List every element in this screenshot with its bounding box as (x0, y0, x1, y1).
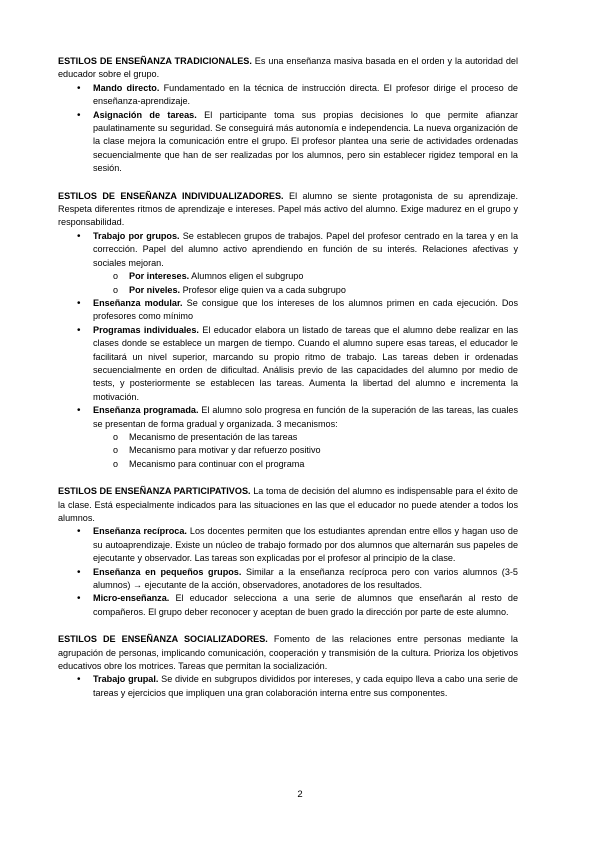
sub-list-item (93, 431, 518, 444)
list-item (58, 82, 518, 109)
sub-bullet-icon: o (113, 445, 119, 456)
section-text: El alumno se siente protagonista de su aprendizaje. Respeta diferentes ritmos de aprendizaje e intereses. Papel más activo del alumno. Exige madurez en el grupo y responsabilidad. (58, 190, 519, 228)
section-text: Fomento de las relaciones entre personas mediante la agrupación de personas, implicando comunicación, cooperación y transmisión de la cultura. Prioriza los objetivos educativos obre los motrices. Tareas que permitan la socialización. (58, 634, 518, 672)
item-term: Enseñanza programada. (93, 405, 199, 416)
sub-item-text: Mecanismo de presentación de las tareas (129, 431, 298, 442)
sub-bullet-icon: o (113, 271, 119, 282)
item-text: El educador selecciona a una serie de alumnos que enseñarán al resto de compañeros. El grupo deber reconocer y aceptan de buen grado la dirección por parte de este alumno. (93, 593, 518, 617)
section-intro (58, 55, 518, 82)
item-text: Los docentes permiten que los estudiantes aprendan entre ellos y hagan uso de su autoaprendizaje. Existe un núcleo de trabajo formado por dos alumnos que alternarán sus papeles de ejecutante y observador. Las tareas son explicadas por el profesor al principio de la clase. (93, 526, 518, 564)
bullet-icon: • (77, 297, 81, 309)
section-title: ESTILOS DE ENSEÑANZA PARTICIPATIVOS. (58, 486, 251, 497)
section-title: ESTILOS DE ENSEÑANZA TRADICIONALES. (58, 56, 252, 66)
sub-item-term: Por intereses. (129, 271, 190, 282)
bullet-icon: • (77, 674, 81, 686)
item-term: Asignación de tareas. (93, 109, 197, 120)
section-individualizadores (58, 190, 518, 472)
section-title: ESTILOS DE ENSEÑANZA SOCIALIZADORES. (58, 634, 268, 645)
item-text: Similar a la enseñanza recíproca pero con varios alumnos (3-5 alumnos) → ejecutante de la acción, observadores, anotadores de los resultados. (93, 566, 518, 591)
list-item (58, 297, 518, 324)
item-term: Enseñanza recíproca. (93, 526, 187, 537)
sub-item-text: Alumnos eligen el subgrupo (189, 271, 304, 282)
document-page (58, 55, 518, 714)
sub-item-text: Profesor elige quien va a cada subgrupo (180, 284, 346, 295)
sub-list (93, 270, 518, 297)
item-term: Trabajo grupal. (93, 674, 159, 685)
sub-item-text: Mecanismo para continuar con el programa (129, 458, 305, 469)
list-item (58, 525, 518, 565)
bullet-icon: • (77, 405, 81, 417)
item-term: Mando directo. (93, 82, 160, 93)
bullet-list (58, 673, 518, 700)
bullet-icon: • (77, 526, 81, 538)
sub-list-item (93, 284, 518, 297)
item-text: El participante toma sus propias decisiones lo que permite afianzar paulatinamente su seguridad. Se conseguirá más autonomía e independencia. La nueva organización de la clase mejora la comunicación entre el grupo. El profesor plantea una serie de actividades ordenadas secuencialmente que han de ser realizadas por los alumnos, pero sin establecer rigidez temporal en la sesión. (93, 109, 518, 174)
item-text: Fundamentado en la técnica de instrucción directa. El profesor dirige el proceso de enseñanza-aprendizaje. (93, 82, 518, 107)
item-term: Enseñanza modular. (93, 297, 183, 308)
bullet-list (58, 230, 518, 471)
section-socializadores (58, 633, 518, 700)
section-tradicionales (58, 55, 518, 176)
item-term: Trabajo por grupos. (93, 230, 180, 241)
item-text: El educador elabora un listado de tareas que el alumno debe realizar en las clases donde se establece un margen de tiempo. Cuando el alumno supere esas tareas, el educador le facilitará un nivel superior, marcando su propio ritmo de trabajo. Las tareas deben ir ordenadas secuencialmente en orden de dificultad. Análisis previo de las capacidades del alumno por medio de tests, y posteriormente se establecen las tareas. Aumenta la libertad del alumno e incrementa la motivación. (93, 324, 519, 402)
bullet-icon: • (77, 593, 81, 605)
list-item (58, 592, 518, 619)
item-text: Se divide en subgrupos divididos por intereses, y cada equipo lleva a cabo una serie de tareas y ejercicios que impliquen una gran colaboración interna entre sus componentes. (93, 674, 518, 698)
item-term: Enseñanza en pequeños grupos. (93, 566, 242, 577)
list-item (58, 230, 518, 297)
section-intro (58, 633, 518, 673)
item-text: Se establecen grupos de trabajos. Papel del profesor centrado en la tarea y en la corrección. Papel del alumno activo aprendiendo en función de su interés. Relaciones afectivas y sociales mejoran. (93, 230, 519, 268)
sub-item-term: Por niveles. (129, 284, 181, 295)
sub-item-text: Mecanismo para motivar y dar refuerzo positivo (129, 445, 321, 456)
section-participativos (58, 485, 518, 619)
bullet-list (58, 525, 518, 619)
bullet-icon: • (77, 82, 81, 94)
list-item (58, 324, 518, 404)
section-title: ESTILOS DE ENSEÑANZA INDIVIDUALIZADORES. (58, 190, 284, 201)
page-number: 2 (297, 789, 303, 800)
bullet-icon: • (77, 109, 81, 121)
sub-list-item (93, 444, 518, 457)
section-text: La toma de decisión del alumno es indispensable para el éxito de la clase. Está especialmente indicados para las situaciones en las que el educador no puede atender a todos los alumnos. (58, 486, 518, 523)
bullet-list (58, 82, 518, 176)
list-item (58, 404, 518, 471)
item-term: Programas individuales. (93, 324, 199, 335)
section-text: Es una enseñanza masiva basada en el orden y la autoridad del educador sobre el grupo. (58, 56, 518, 80)
sub-list-item (93, 458, 518, 471)
section-intro (58, 485, 518, 525)
sub-list (93, 431, 518, 471)
list-item (58, 566, 518, 593)
item-text: El alumno solo progresa en función de la superación de las tareas, las cuales se presentan de forma gradual y organizada. 3 mecanismos: (93, 405, 518, 429)
list-item (58, 673, 518, 700)
sub-list-item (93, 270, 518, 283)
sub-bullet-icon: o (113, 458, 119, 469)
sub-bullet-icon: o (113, 284, 119, 295)
list-item (58, 109, 518, 176)
bullet-icon: • (77, 566, 81, 578)
item-text: Se consigue que los intereses de los alumnos primen en cada ejecución. Dos profesores como mínimo (93, 297, 518, 322)
bullet-icon: • (77, 324, 81, 336)
bullet-icon: • (77, 230, 81, 242)
item-term: Micro-enseñanza. (93, 593, 170, 604)
section-intro (58, 190, 518, 230)
sub-bullet-icon: o (113, 431, 119, 442)
